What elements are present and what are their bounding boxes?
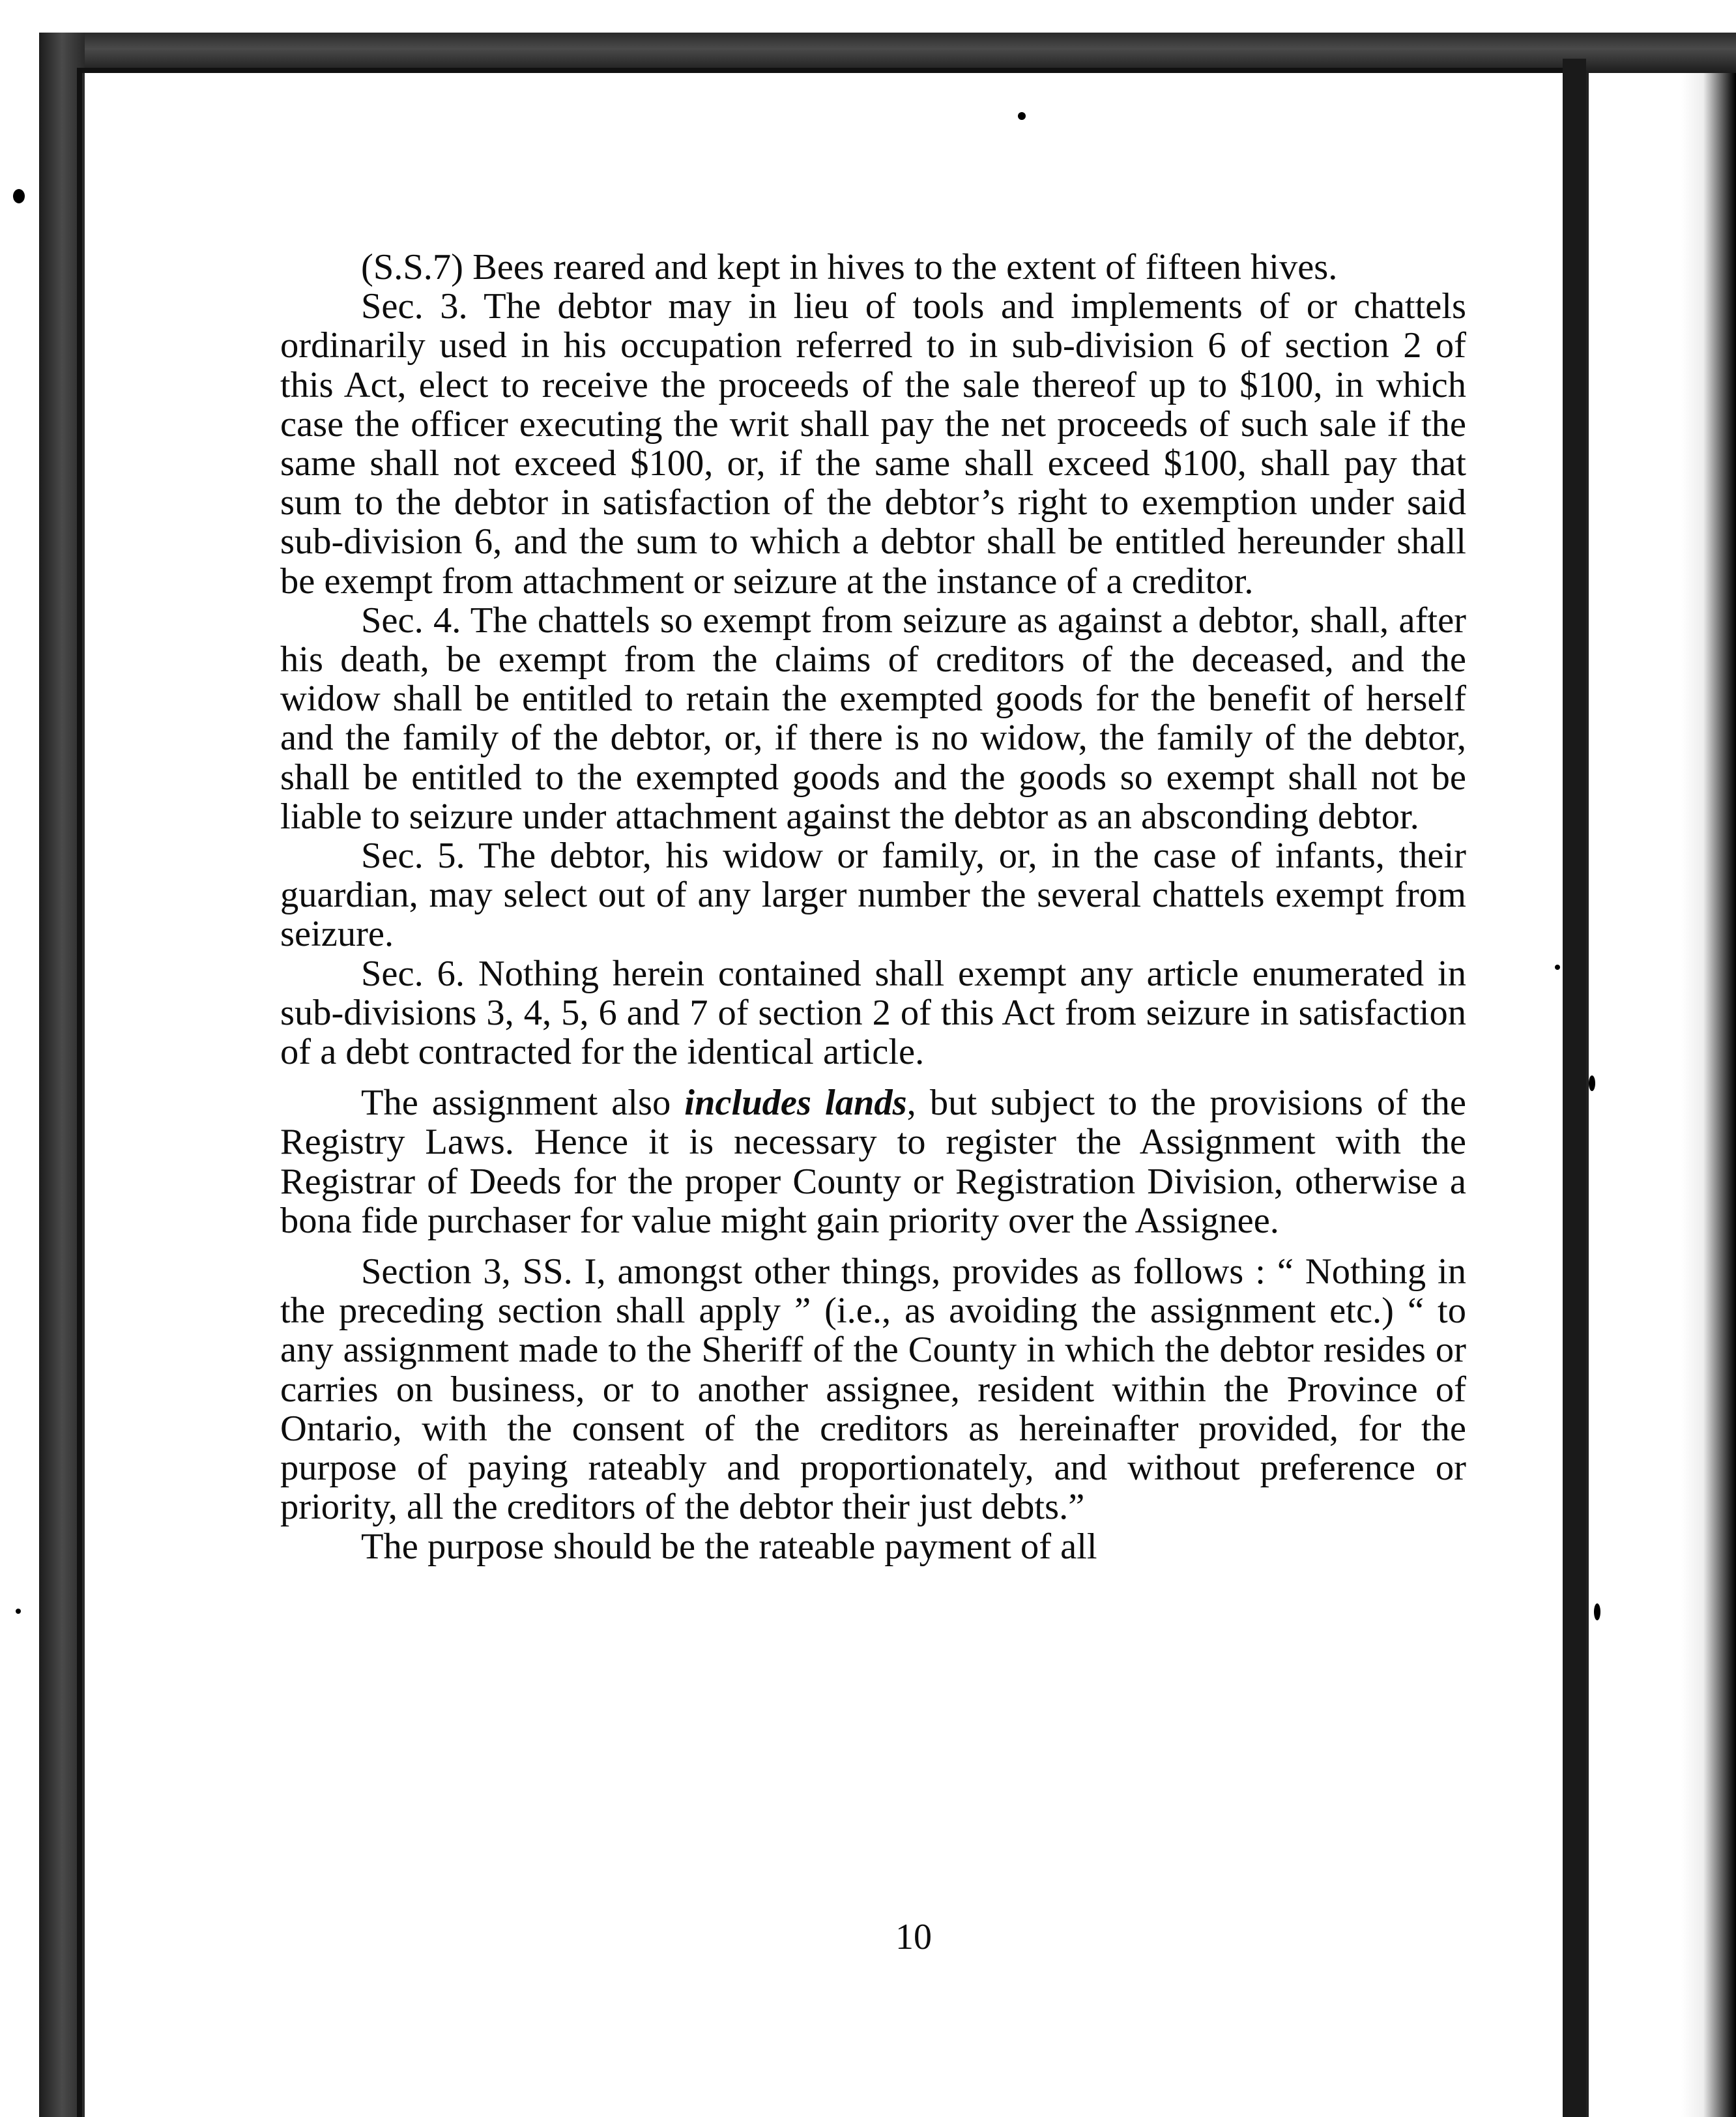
paragraph-section-3-ss1-quote: Section 3, SS. I, amongst other things, provides as follows : “ Nothing in the preceding section shall apply ” (i.e., as avoiding the assignment etc.) “ to any assignment made to the Sheriff of the County in which the debtor resides or carries on business, or to another assignee, resident within the Province of Ontario, with the consent of the creditors as hereinafter provided, for the purpose of paying rateably and proportionately, and without preference or priority, all the creditors of the debtor their just debts.” bbox=[280, 1251, 1466, 1528]
ink-speck bbox=[16, 1609, 21, 1614]
book-gutter bbox=[1563, 59, 1586, 2117]
ink-speck bbox=[1589, 1075, 1595, 1091]
facing-page-edge bbox=[1681, 73, 1736, 2117]
page-body bbox=[280, 248, 1466, 1566]
paragraph-purpose: The purpose should be the rateable payment of all bbox=[361, 1526, 1097, 1567]
book-border-top bbox=[39, 33, 1736, 73]
paragraph-section-3: Sec. 3. The debtor may in lieu of tools and implements of or chattels ordinarily used in his occupation referred to in sub-division 6 of section 2 of this Act, elect to receive the proceeds of the sale thereof up to $100, in which case the officer executing the writ shall pay the net proceeds of such sale if the same shall not exceed $100, or, if the same shall exceed $100, shall pay that sum to the debtor in satisfaction of the debtor’s right to exemption under said sub-division 6, and the sum to which a debtor shall be entitled hereunder shall be exempt from attachment or seizure at the instance of a creditor. bbox=[280, 286, 1466, 602]
ink-speck bbox=[1594, 1603, 1600, 1620]
assignment-text-end: , but subject to the provisions of the Registry Laws. Hence it is necessary to register the Assignment with the Registrar of Deeds for the proper County or Registration Division, otherwise a bona fide purchaser for value might gain priority over the Assignee. bbox=[280, 1083, 1466, 1241]
paragraph-ss7: (S.S.7) Bees reared and kept in hives to the extent of fifteen hives. bbox=[361, 247, 1338, 287]
paragraph-section-4: Sec. 4. The chattels so exempt from seizure as against a debtor, shall, after his death, be exempt from the claims of creditors of the deceased, and the widow shall be entitled to retain the exempted goods for the benefit of herself and the family of the debtor, or, if there is no widow, the family of the debtor, shall be entitled to the exempted goods and the goods so exempt shall not be liable to seizure under attachment against the debtor as an absconding debtor. bbox=[280, 600, 1466, 837]
assignment-text-start: The assignment also bbox=[361, 1083, 685, 1124]
emphasis-includes-lands: includes lands bbox=[684, 1083, 907, 1124]
ink-speck bbox=[13, 189, 25, 203]
ink-speck bbox=[1555, 965, 1560, 970]
page-number: 10 bbox=[895, 1917, 932, 1957]
paragraph-section-6: Sec. 6. Nothing herein contained shall exempt any article enumerated in sub-divisions 3, 4, 5, 6 and 7 of section 2 of this Act from seizure in satisfaction of a debt contracted for the identical article. bbox=[280, 953, 1466, 1073]
paragraph-section-5: Sec. 5. The debtor, his widow or family, or, in the case of infants, their guardian, may select out of any larger number the several chattels exempt from seizure. bbox=[280, 836, 1466, 955]
ink-speck bbox=[1018, 112, 1026, 120]
paragraph-assignment-lands bbox=[280, 1083, 1466, 1240]
